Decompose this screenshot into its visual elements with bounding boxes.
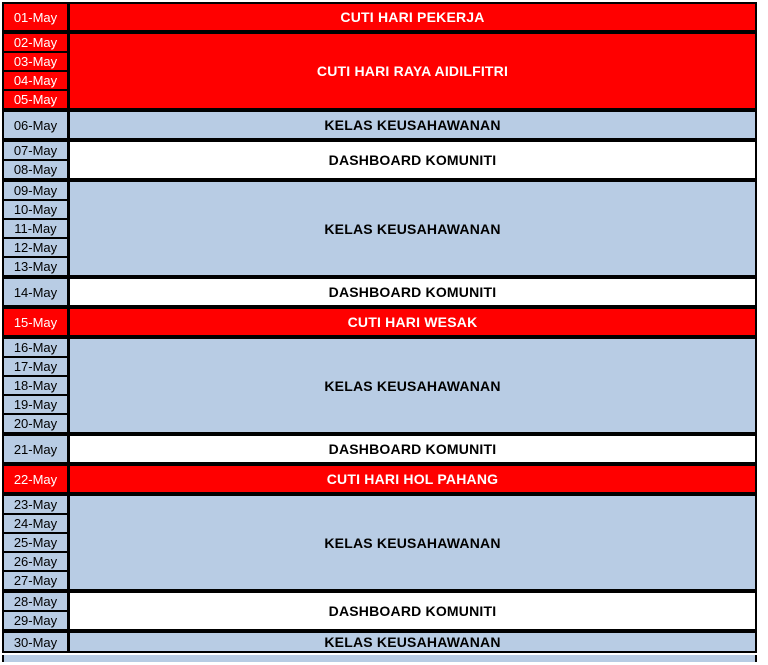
date-cell[interactable]: 03-May bbox=[4, 53, 67, 72]
date-column bbox=[4, 436, 70, 462]
date-column bbox=[4, 466, 70, 492]
schedule-block-holiday bbox=[2, 32, 757, 110]
date-cell[interactable]: 21-May bbox=[4, 436, 67, 462]
date-cell[interactable]: 27-May bbox=[4, 572, 67, 589]
date-column bbox=[4, 34, 70, 108]
activity-cell[interactable]: CUTI HARI WESAK bbox=[70, 309, 755, 335]
date-cell[interactable]: 25-May bbox=[4, 534, 67, 553]
activity-cell[interactable]: KELAS KEUSAHAWANAN bbox=[70, 339, 755, 432]
schedule-block-holiday bbox=[2, 464, 757, 494]
date-column bbox=[4, 593, 70, 629]
date-cell[interactable]: 15-May bbox=[4, 309, 67, 335]
date-cell[interactable]: 24-May bbox=[4, 515, 67, 534]
activity-cell[interactable]: KELAS KEUSAHAWANAN bbox=[70, 182, 755, 275]
schedule-block-dashboard bbox=[2, 140, 757, 180]
date-cell[interactable]: 14-May bbox=[4, 279, 67, 305]
date-cell[interactable]: 18-May bbox=[4, 377, 67, 396]
date-column bbox=[4, 182, 70, 275]
date-cell[interactable]: 05-May bbox=[4, 91, 67, 108]
date-column bbox=[4, 496, 70, 589]
date-cell[interactable]: 23-May bbox=[4, 496, 67, 515]
activity-cell[interactable]: DASHBOARD KOMUNITI bbox=[70, 279, 755, 305]
activity-cell[interactable]: CUTI HARI RAYA AIDILFITRI bbox=[70, 34, 755, 108]
activity-cell[interactable]: CUTI HARI PEKERJA bbox=[70, 4, 755, 30]
date-cell[interactable]: 02-May bbox=[4, 34, 67, 53]
partial-next-row bbox=[2, 655, 757, 662]
date-cell[interactable]: 07-May bbox=[4, 142, 67, 161]
date-cell[interactable]: 06-May bbox=[4, 112, 67, 138]
date-cell[interactable]: 09-May bbox=[4, 182, 67, 201]
date-column bbox=[4, 633, 70, 651]
date-cell[interactable]: 29-May bbox=[4, 612, 67, 629]
date-cell[interactable]: 01-May bbox=[4, 4, 67, 30]
date-column bbox=[4, 142, 70, 178]
activity-cell[interactable]: KELAS KEUSAHAWANAN bbox=[70, 112, 755, 138]
activity-cell[interactable]: DASHBOARD KOMUNITI bbox=[70, 593, 755, 629]
date-column bbox=[4, 279, 70, 305]
date-column bbox=[4, 112, 70, 138]
date-cell[interactable]: 16-May bbox=[4, 339, 67, 358]
date-cell[interactable]: 13-May bbox=[4, 258, 67, 275]
date-cell[interactable]: 10-May bbox=[4, 201, 67, 220]
date-cell[interactable]: 11-May bbox=[4, 220, 67, 239]
date-cell[interactable]: 20-May bbox=[4, 415, 67, 432]
date-column bbox=[4, 339, 70, 432]
schedule-block-dashboard bbox=[2, 277, 757, 307]
activity-cell[interactable]: KELAS KEUSAHAWANAN bbox=[70, 496, 755, 589]
activity-cell[interactable]: DASHBOARD KOMUNITI bbox=[70, 436, 755, 462]
date-cell[interactable]: 12-May bbox=[4, 239, 67, 258]
schedule-block-class bbox=[2, 337, 757, 434]
date-cell[interactable]: 26-May bbox=[4, 553, 67, 572]
schedule-block-dashboard bbox=[2, 434, 757, 464]
date-cell[interactable]: 28-May bbox=[4, 593, 67, 612]
date-cell[interactable]: 04-May bbox=[4, 72, 67, 91]
date-cell[interactable]: 30-May bbox=[4, 633, 67, 651]
date-cell[interactable]: 19-May bbox=[4, 396, 67, 415]
date-cell[interactable]: 22-May bbox=[4, 466, 67, 492]
schedule-block-class bbox=[2, 631, 757, 653]
schedule-block-class bbox=[2, 494, 757, 591]
date-column bbox=[4, 4, 70, 30]
schedule-block-dashboard bbox=[2, 591, 757, 631]
date-cell[interactable]: 17-May bbox=[4, 358, 67, 377]
date-column bbox=[4, 309, 70, 335]
schedule-block-class bbox=[2, 180, 757, 277]
may-schedule-table bbox=[2, 2, 757, 662]
date-cell[interactable]: 08-May bbox=[4, 161, 67, 178]
schedule-block-class bbox=[2, 110, 757, 140]
schedule-block-holiday bbox=[2, 2, 757, 32]
schedule-block-holiday bbox=[2, 307, 757, 337]
activity-cell[interactable]: CUTI HARI HOL PAHANG bbox=[70, 466, 755, 492]
activity-cell[interactable]: KELAS KEUSAHAWANAN bbox=[70, 633, 755, 651]
activity-cell[interactable]: DASHBOARD KOMUNITI bbox=[70, 142, 755, 178]
